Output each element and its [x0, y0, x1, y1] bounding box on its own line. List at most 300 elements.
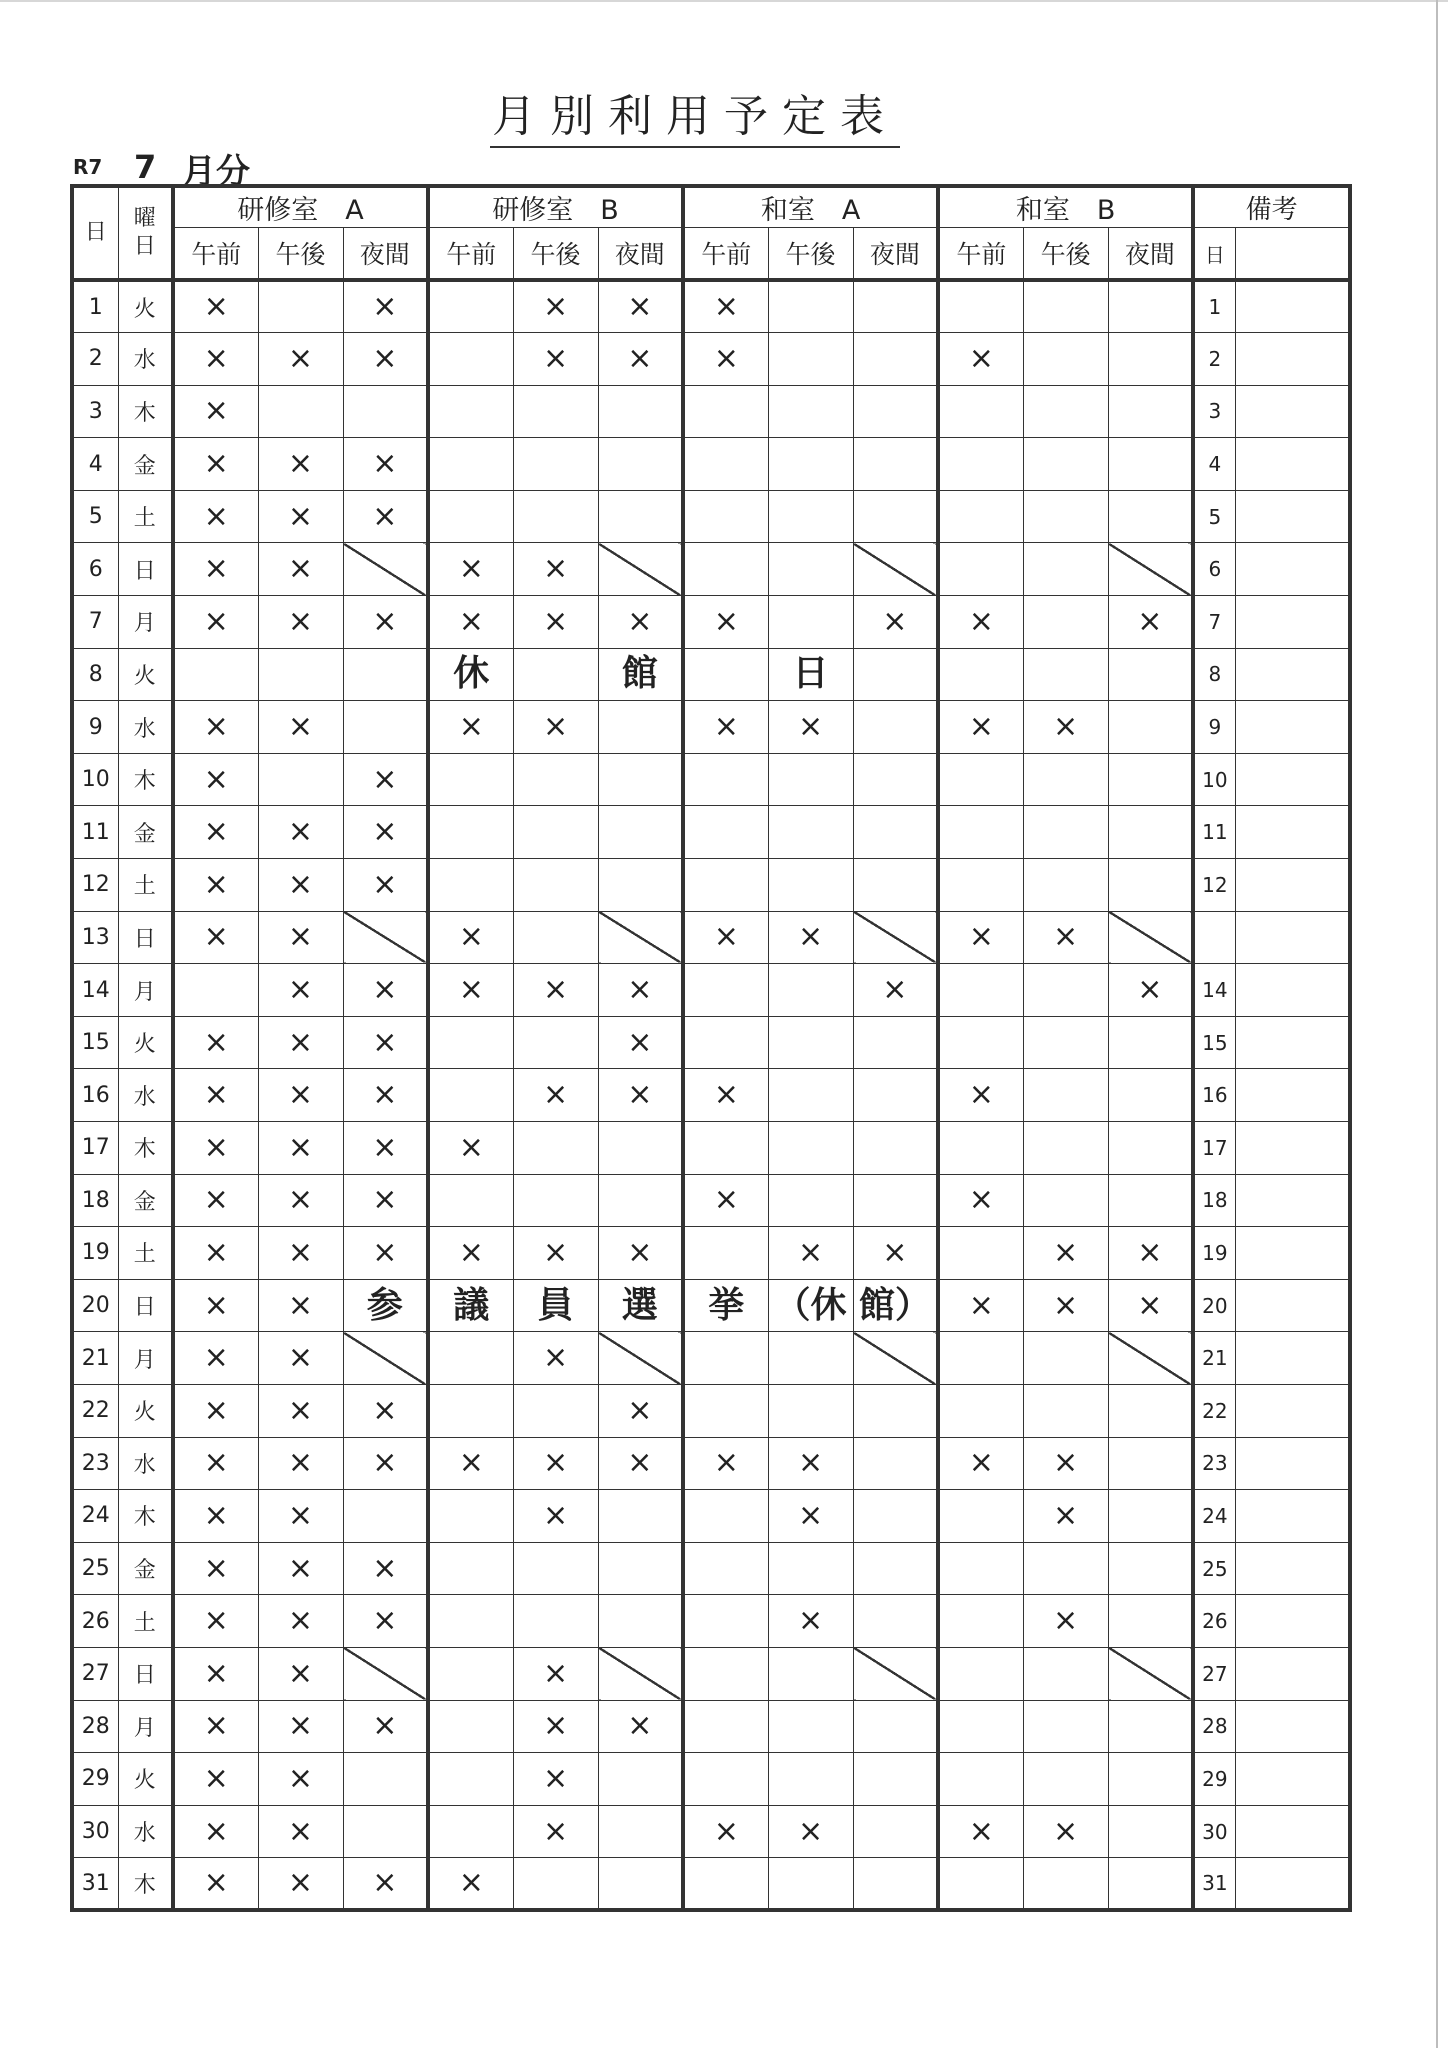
empty-slot — [1108, 1595, 1193, 1648]
empty-slot — [853, 1490, 938, 1543]
empty-slot — [513, 490, 598, 543]
booked-mark: × — [258, 1016, 343, 1069]
notes-cell — [1235, 1753, 1350, 1806]
notes-day-number: 5 — [1193, 490, 1235, 543]
table-row — [72, 1227, 1350, 1280]
closed-slot-diagonal — [1108, 543, 1193, 596]
weekday: 日 — [118, 1647, 173, 1700]
empty-slot — [853, 1805, 938, 1858]
notes-day-number: 7 — [1193, 596, 1235, 649]
empty-slot — [513, 1174, 598, 1227]
booked-mark: × — [343, 490, 428, 543]
empty-slot — [683, 859, 768, 912]
empty-slot — [598, 753, 683, 806]
booked-mark: × — [173, 911, 258, 964]
notes-day-number: 12 — [1193, 859, 1235, 912]
weekday: 火 — [118, 1384, 173, 1437]
booked-mark: × — [428, 1858, 513, 1911]
booked-mark: × — [428, 701, 513, 754]
booked-mark: × — [258, 1753, 343, 1806]
notes-cell — [1235, 1647, 1350, 1700]
table-row — [72, 438, 1350, 491]
empty-slot — [938, 648, 1023, 701]
notes-cell — [1235, 1858, 1350, 1911]
empty-slot — [768, 543, 853, 596]
table-row — [72, 1332, 1350, 1385]
booked-mark: × — [343, 753, 428, 806]
table-row — [72, 1700, 1350, 1753]
day-number: 20 — [72, 1279, 118, 1332]
notes-day-number: 22 — [1193, 1384, 1235, 1437]
empty-slot — [1023, 1647, 1108, 1700]
empty-slot — [938, 753, 1023, 806]
empty-slot — [428, 806, 513, 859]
table-row — [72, 1174, 1350, 1227]
notes-cell — [1235, 280, 1350, 333]
booked-mark: × — [173, 490, 258, 543]
empty-slot — [768, 1753, 853, 1806]
table-row — [72, 911, 1350, 964]
booked-mark: × — [938, 911, 1023, 964]
booked-mark: × — [428, 1437, 513, 1490]
empty-slot — [1108, 438, 1193, 491]
empty-slot — [853, 1700, 938, 1753]
empty-slot — [683, 1016, 768, 1069]
notes-cell — [1235, 385, 1350, 438]
weekday: 月 — [118, 1332, 173, 1385]
day-number: 14 — [72, 964, 118, 1017]
booked-mark: × — [598, 1437, 683, 1490]
empty-slot — [1108, 1174, 1193, 1227]
booked-mark: × — [683, 1069, 768, 1122]
empty-slot — [1108, 1069, 1193, 1122]
empty-slot — [1023, 543, 1108, 596]
empty-slot — [938, 1490, 1023, 1543]
weekday: 木 — [118, 753, 173, 806]
closure-note-char: 日 — [768, 648, 853, 701]
booked-mark: × — [513, 1753, 598, 1806]
booked-mark: × — [173, 1700, 258, 1753]
day-number: 31 — [72, 1858, 118, 1911]
booked-mark: × — [173, 1384, 258, 1437]
booked-mark: × — [173, 1122, 258, 1175]
table-row — [72, 1384, 1350, 1437]
notes-cell — [1235, 648, 1350, 701]
empty-slot — [768, 438, 853, 491]
closed-slot-diagonal — [598, 911, 683, 964]
empty-slot — [258, 385, 343, 438]
empty-slot — [683, 543, 768, 596]
booked-mark: × — [173, 1227, 258, 1280]
booked-mark: × — [513, 964, 598, 1017]
booked-mark: × — [428, 1122, 513, 1175]
empty-slot — [768, 1647, 853, 1700]
booked-mark: × — [513, 543, 598, 596]
month-suffix: 月分 — [182, 152, 250, 192]
day-number: 15 — [72, 1016, 118, 1069]
booked-mark: × — [258, 1700, 343, 1753]
day-number: 26 — [72, 1595, 118, 1648]
notes-day-number: 20 — [1193, 1279, 1235, 1332]
empty-slot — [1023, 648, 1108, 701]
empty-slot — [343, 701, 428, 754]
empty-slot — [938, 438, 1023, 491]
booked-mark: × — [683, 701, 768, 754]
booked-mark: × — [1023, 1279, 1108, 1332]
empty-slot — [428, 753, 513, 806]
booked-mark: × — [258, 490, 343, 543]
empty-slot — [428, 438, 513, 491]
weekday: 月 — [118, 596, 173, 649]
booked-mark: × — [258, 333, 343, 386]
empty-slot — [1023, 1122, 1108, 1175]
empty-slot — [1023, 1542, 1108, 1595]
booked-mark: × — [1023, 1805, 1108, 1858]
notes-day-number: 19 — [1193, 1227, 1235, 1280]
booked-mark: × — [343, 280, 428, 333]
notes-cell — [1235, 1016, 1350, 1069]
empty-slot — [768, 385, 853, 438]
booked-mark: × — [343, 1122, 428, 1175]
booked-mark: × — [598, 1069, 683, 1122]
table-row — [72, 1753, 1350, 1806]
weekday: 火 — [118, 280, 173, 333]
day-number: 29 — [72, 1753, 118, 1806]
room-header-washitsu-a: 和室 A — [683, 186, 938, 228]
closed-slot-diagonal — [598, 1332, 683, 1385]
schedule-table — [70, 184, 1352, 1912]
booked-mark: × — [768, 701, 853, 754]
weekday: 土 — [118, 490, 173, 543]
room-header-kenshu-a: 研修室 A — [173, 186, 428, 228]
empty-slot — [598, 1542, 683, 1595]
empty-slot — [853, 333, 938, 386]
booked-mark: × — [768, 1805, 853, 1858]
table-row — [72, 806, 1350, 859]
booked-mark: × — [343, 859, 428, 912]
empty-slot — [768, 753, 853, 806]
booked-mark: × — [513, 1700, 598, 1753]
notes-day-number: 24 — [1193, 1490, 1235, 1543]
empty-slot — [428, 385, 513, 438]
empty-slot — [1108, 806, 1193, 859]
empty-slot — [1023, 333, 1108, 386]
empty-slot — [513, 438, 598, 491]
weekday: 水 — [118, 1069, 173, 1122]
booked-mark: × — [173, 1805, 258, 1858]
empty-slot — [853, 280, 938, 333]
table-row — [72, 964, 1350, 1017]
booked-mark: × — [428, 911, 513, 964]
notes-cell — [1235, 1384, 1350, 1437]
empty-slot — [683, 806, 768, 859]
empty-slot — [768, 280, 853, 333]
booked-mark: × — [853, 596, 938, 649]
notes-day-number: 21 — [1193, 1332, 1235, 1385]
empty-slot — [853, 753, 938, 806]
table-row — [72, 1858, 1350, 1911]
booked-mark: × — [598, 596, 683, 649]
table-row — [72, 1595, 1350, 1648]
empty-slot — [683, 1700, 768, 1753]
empty-slot — [1108, 280, 1193, 333]
empty-slot — [768, 1332, 853, 1385]
table-row — [72, 1647, 1350, 1700]
empty-slot — [768, 596, 853, 649]
notes-cell — [1235, 859, 1350, 912]
weekday: 木 — [118, 1858, 173, 1911]
empty-slot — [853, 1542, 938, 1595]
booked-mark: × — [938, 1279, 1023, 1332]
page-edge-top — [0, 0, 1448, 2]
empty-slot — [513, 859, 598, 912]
slot-header-afternoon: 午後 — [258, 228, 343, 281]
booked-mark: × — [938, 1805, 1023, 1858]
room-header-washitsu-b: 和室 B — [938, 186, 1193, 228]
booked-mark: × — [938, 596, 1023, 649]
notes-day-number: 14 — [1193, 964, 1235, 1017]
empty-slot — [1023, 1174, 1108, 1227]
empty-slot — [513, 911, 598, 964]
booked-mark: × — [258, 1279, 343, 1332]
empty-slot — [853, 1122, 938, 1175]
booked-mark: × — [513, 701, 598, 754]
booked-mark: × — [1108, 596, 1193, 649]
empty-slot — [768, 1016, 853, 1069]
day-number: 13 — [72, 911, 118, 964]
empty-slot — [513, 1858, 598, 1911]
empty-slot — [1023, 1332, 1108, 1385]
empty-slot — [683, 438, 768, 491]
booked-mark: × — [683, 1437, 768, 1490]
empty-slot — [683, 1647, 768, 1700]
empty-slot — [768, 964, 853, 1017]
weekday: 金 — [118, 438, 173, 491]
empty-slot — [343, 385, 428, 438]
empty-slot — [513, 1122, 598, 1175]
booked-mark: × — [1108, 964, 1193, 1017]
schedule-body — [72, 280, 1350, 1910]
slot-header-afternoon: 午後 — [513, 228, 598, 281]
empty-slot — [1108, 701, 1193, 754]
booked-mark: × — [598, 1227, 683, 1280]
day-number: 19 — [72, 1227, 118, 1280]
empty-slot — [853, 701, 938, 754]
day-number: 22 — [72, 1384, 118, 1437]
empty-slot — [1023, 964, 1108, 1017]
empty-slot — [938, 543, 1023, 596]
empty-slot — [938, 1595, 1023, 1648]
booked-mark: × — [258, 1805, 343, 1858]
empty-slot — [258, 648, 343, 701]
booked-mark: × — [1023, 911, 1108, 964]
booked-mark: × — [938, 1437, 1023, 1490]
empty-slot — [428, 1805, 513, 1858]
month-number: 7 — [134, 148, 157, 186]
empty-slot — [768, 1174, 853, 1227]
closed-slot-diagonal — [598, 543, 683, 596]
closure-note-char: 議 — [428, 1279, 513, 1332]
empty-slot — [853, 490, 938, 543]
empty-slot — [683, 1384, 768, 1437]
day-number: 11 — [72, 806, 118, 859]
empty-slot — [598, 1595, 683, 1648]
booked-mark: × — [173, 859, 258, 912]
booked-mark: × — [258, 1437, 343, 1490]
empty-slot — [853, 1384, 938, 1437]
booked-mark: × — [1023, 1437, 1108, 1490]
notes-cell — [1235, 596, 1350, 649]
booked-mark: × — [173, 753, 258, 806]
closed-slot-diagonal — [1108, 1332, 1193, 1385]
empty-slot — [768, 1069, 853, 1122]
weekday: 木 — [118, 1122, 173, 1175]
booked-mark: × — [428, 1227, 513, 1280]
notes-day-number: 16 — [1193, 1069, 1235, 1122]
booked-mark: × — [173, 806, 258, 859]
booked-mark: × — [938, 701, 1023, 754]
notes-day-number: 31 — [1193, 1858, 1235, 1911]
empty-slot — [1023, 1858, 1108, 1911]
table-row — [72, 280, 1350, 333]
booked-mark: × — [513, 1805, 598, 1858]
booked-mark: × — [343, 333, 428, 386]
booked-mark: × — [343, 1016, 428, 1069]
booked-mark: × — [343, 1542, 428, 1595]
empty-slot — [1108, 333, 1193, 386]
empty-slot — [1108, 1805, 1193, 1858]
empty-slot — [513, 648, 598, 701]
empty-slot — [938, 280, 1023, 333]
empty-slot — [853, 1016, 938, 1069]
booked-mark: × — [683, 280, 768, 333]
empty-slot — [683, 1595, 768, 1648]
notes-day-number: 4 — [1193, 438, 1235, 491]
weekday: 水 — [118, 1437, 173, 1490]
closure-note-char: 休 — [428, 648, 513, 701]
notes-day-number: 28 — [1193, 1700, 1235, 1753]
empty-slot — [683, 648, 768, 701]
empty-slot — [768, 1122, 853, 1175]
empty-slot — [1108, 753, 1193, 806]
empty-slot — [1108, 859, 1193, 912]
booked-mark: × — [173, 280, 258, 333]
closed-slot-diagonal — [343, 1647, 428, 1700]
booked-mark: × — [258, 701, 343, 754]
empty-slot — [1023, 596, 1108, 649]
closed-slot-diagonal — [853, 1647, 938, 1700]
empty-slot — [1108, 1384, 1193, 1437]
notes-day-number: 30 — [1193, 1805, 1235, 1858]
notes-cell — [1235, 490, 1350, 543]
booked-mark: × — [343, 1069, 428, 1122]
day-number: 9 — [72, 701, 118, 754]
notes-cell — [1235, 333, 1350, 386]
notes-day-number: 9 — [1193, 701, 1235, 754]
table-row — [72, 1490, 1350, 1543]
empty-slot — [1108, 1122, 1193, 1175]
empty-slot — [1023, 385, 1108, 438]
notes-cell — [1235, 438, 1350, 491]
booked-mark: × — [258, 806, 343, 859]
empty-slot — [428, 1700, 513, 1753]
booked-mark: × — [513, 1437, 598, 1490]
weekday: 火 — [118, 648, 173, 701]
day-column-header: 日 — [72, 186, 118, 280]
empty-slot — [513, 753, 598, 806]
slot-header-morning: 午前 — [428, 228, 513, 281]
empty-slot — [428, 1647, 513, 1700]
closed-slot-diagonal — [853, 543, 938, 596]
weekday: 水 — [118, 333, 173, 386]
booked-mark: × — [258, 1858, 343, 1911]
booked-mark: × — [173, 1490, 258, 1543]
notes-cell — [1235, 1227, 1350, 1280]
empty-slot — [938, 1858, 1023, 1911]
notes-day-number: 17 — [1193, 1122, 1235, 1175]
table-row — [72, 333, 1350, 386]
booked-mark: × — [768, 1490, 853, 1543]
booked-mark: × — [428, 543, 513, 596]
table-row — [72, 1437, 1350, 1490]
empty-slot — [343, 1805, 428, 1858]
page-title: 月別利用予定表 — [490, 92, 900, 148]
booked-mark: × — [173, 1542, 258, 1595]
empty-slot — [938, 1016, 1023, 1069]
booked-mark: × — [428, 964, 513, 1017]
empty-slot — [853, 1595, 938, 1648]
empty-slot — [343, 1490, 428, 1543]
empty-slot — [768, 1858, 853, 1911]
booked-mark: × — [343, 806, 428, 859]
notes-text-header — [1235, 228, 1350, 281]
booked-mark: × — [173, 596, 258, 649]
booked-mark: × — [173, 1647, 258, 1700]
booked-mark: × — [513, 1647, 598, 1700]
notes-day-number: 23 — [1193, 1437, 1235, 1490]
slot-header-night: 夜間 — [853, 228, 938, 281]
weekday: 日 — [118, 1279, 173, 1332]
empty-slot — [853, 385, 938, 438]
booked-mark: × — [683, 911, 768, 964]
empty-slot — [428, 1384, 513, 1437]
weekday: 木 — [118, 385, 173, 438]
notes-cell — [1235, 1700, 1350, 1753]
booked-mark: × — [513, 333, 598, 386]
empty-slot — [1023, 280, 1108, 333]
empty-slot — [853, 1858, 938, 1911]
slot-header-night: 夜間 — [598, 228, 683, 281]
booked-mark: × — [258, 1595, 343, 1648]
closed-slot-diagonal — [343, 911, 428, 964]
slot-header-night: 夜間 — [1108, 228, 1193, 281]
day-number: 27 — [72, 1647, 118, 1700]
booked-mark: × — [343, 964, 428, 1017]
slot-header-afternoon: 午後 — [768, 228, 853, 281]
closure-note-char: （休 — [768, 1279, 853, 1332]
booked-mark: × — [258, 1122, 343, 1175]
booked-mark: × — [1023, 1227, 1108, 1280]
closure-note-char: 選 — [598, 1279, 683, 1332]
booked-mark: × — [343, 1595, 428, 1648]
booked-mark: × — [258, 964, 343, 1017]
empty-slot — [683, 1227, 768, 1280]
closed-slot-diagonal — [1108, 1647, 1193, 1700]
booked-mark: × — [173, 1069, 258, 1122]
empty-slot — [938, 1700, 1023, 1753]
empty-slot — [683, 385, 768, 438]
weekday: 金 — [118, 1542, 173, 1595]
